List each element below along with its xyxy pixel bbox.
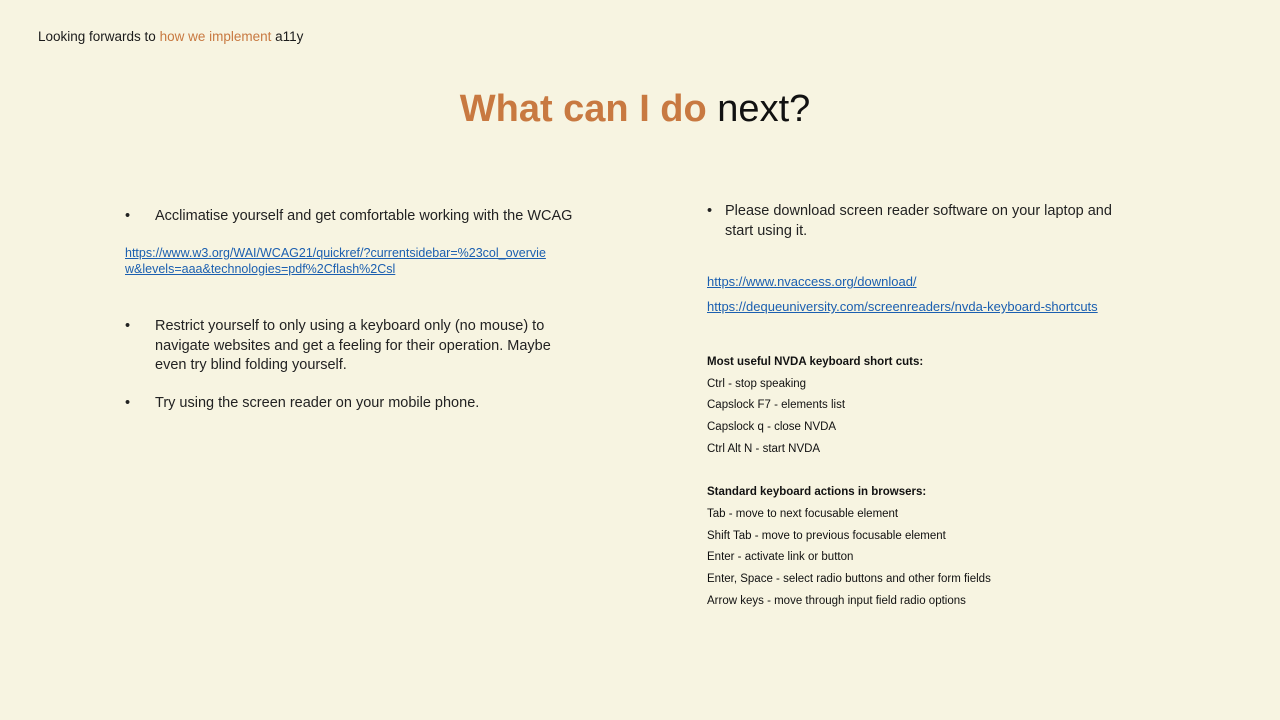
bullet-dot: •: [125, 208, 131, 224]
wcag-link-line1: https://www.w3.org/WAI/WCAG21/quickref/?currentsidebar=%23col_overvie: [125, 246, 546, 260]
title-rest: next?: [717, 88, 811, 130]
nvaccess-download-link[interactable]: https://www.nvaccess.org/download/: [707, 274, 917, 289]
nvda-shortcut-item: Capslock q - close NVDA: [707, 421, 837, 434]
bullet-dot: •: [125, 318, 131, 334]
header-suffix: a11y: [275, 29, 304, 44]
slide-title: [0, 88, 1270, 131]
browser-shortcut-item: Enter - activate link or button: [707, 551, 854, 564]
bullet-dot: •: [125, 395, 131, 411]
bullet-mobile-text: Try using the screen reader on your mobile phone.: [155, 395, 480, 411]
deque-nvda-shortcuts-link[interactable]: https://dequeuniversity.com/screenreaders/nvda-keyboard-shortcuts: [707, 299, 1098, 314]
title-highlight: What can I do: [459, 88, 707, 130]
wcag-link-line2: w&levels=aaa&technologies=pdf%2Cflash%2Csl: [125, 261, 396, 276]
slide-header: [38, 29, 303, 44]
nvda-shortcut-item: Ctrl Alt N - start NVDA: [707, 442, 821, 455]
bullet-dot: •: [707, 203, 713, 219]
bullet-keyboard-text: Restrict yourself to only using a keyboard only (no mouse) to navigate websites and get a feeling for their operation. Maybe even try blind folding yourself.: [155, 318, 551, 373]
nvda-shortcuts-section: [707, 352, 1207, 612]
nvda-heading: Most useful NVDA keyboard short cuts:: [707, 356, 924, 368]
header-highlight: how we implement: [159, 29, 272, 44]
browser-shortcut-item: Tab - move to next focusable element: [707, 507, 899, 520]
wcag-quickref-link[interactable]: [125, 246, 585, 277]
bullet-download-text: Please download screen reader software on your laptop and start using it.: [725, 203, 1112, 239]
nvda-shortcut-item: Ctrl - stop speaking: [707, 377, 807, 390]
browser-shortcut-item: Arrow keys - move through input field radio options: [707, 594, 966, 607]
nvda-shortcut-item: Capslock F7 - elements list: [707, 399, 846, 412]
browser-shortcut-item: Shift Tab - move to previous focusable element: [707, 529, 946, 542]
bullet-wcag-text: Acclimatise yourself and get comfortable working with the WCAG: [155, 208, 573, 224]
header-prefix: Looking forwards to: [38, 29, 156, 44]
browser-heading: Standard keyboard actions in browsers:: [707, 486, 927, 499]
browser-shortcut-item: Enter, Space - select radio buttons and other form fields: [707, 573, 991, 586]
